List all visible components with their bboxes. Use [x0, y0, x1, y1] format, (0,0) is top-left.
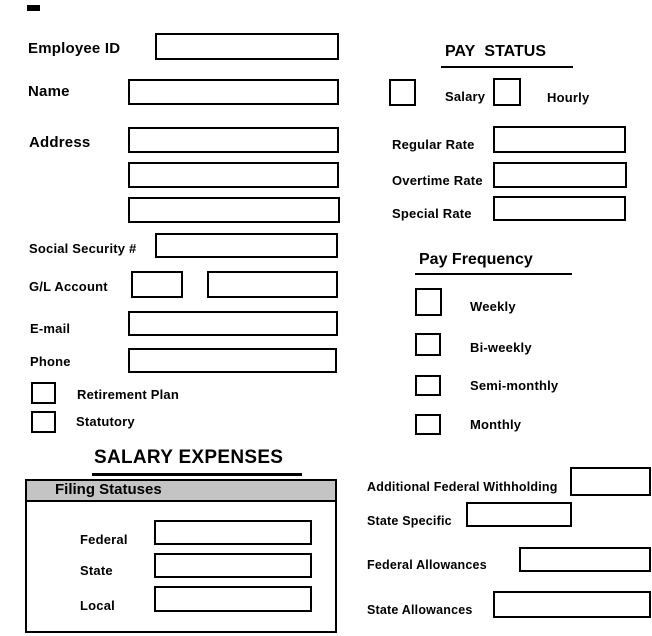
email-input[interactable] [128, 311, 338, 336]
filing-federal-input[interactable] [154, 520, 312, 545]
filing-state-input[interactable] [154, 553, 312, 578]
pay-frequency-heading: Pay Frequency [415, 248, 572, 275]
employee-id-label: Employee ID [28, 40, 121, 57]
filing-local-label: Local [80, 598, 115, 613]
biweekly-label: Bi-weekly [470, 340, 532, 355]
gl-account-label: G/L Account [29, 279, 108, 294]
state-specific-input[interactable] [466, 502, 572, 527]
name-input[interactable] [128, 79, 339, 105]
address-label: Address [29, 134, 91, 151]
overtime-rate-input[interactable] [493, 162, 627, 188]
address-input-2[interactable] [128, 162, 339, 188]
salary-label: Salary [445, 89, 486, 104]
federal-allowances-input[interactable] [519, 547, 651, 572]
federal-allowances-label: Federal Allowances [367, 558, 487, 572]
ssn-label: Social Security # [29, 241, 137, 256]
weekly-checkbox[interactable] [415, 288, 442, 316]
filing-state-label: State [80, 563, 113, 578]
employee-id-input[interactable] [155, 33, 339, 60]
regular-rate-label: Regular Rate [392, 137, 475, 152]
phone-input[interactable] [128, 348, 337, 373]
phone-label: Phone [30, 354, 71, 369]
state-allowances-input[interactable] [493, 591, 651, 618]
special-rate-label: Special Rate [392, 206, 472, 221]
address-input-3[interactable] [128, 197, 340, 223]
gl-account-input-1[interactable] [131, 271, 183, 298]
overtime-rate-label: Overtime Rate [392, 173, 483, 188]
salary-checkbox[interactable] [389, 79, 416, 106]
state-allowances-label: State Allowances [367, 603, 473, 617]
corner-mark [27, 5, 40, 11]
biweekly-checkbox[interactable] [415, 333, 441, 356]
statutory-label: Statutory [76, 414, 135, 429]
hourly-label: Hourly [547, 90, 590, 105]
weekly-label: Weekly [470, 299, 516, 314]
semimonthly-checkbox[interactable] [415, 375, 441, 396]
monthly-label: Monthly [470, 417, 522, 432]
retirement-plan-checkbox[interactable] [31, 382, 56, 404]
email-label: E-mail [30, 321, 71, 336]
regular-rate-input[interactable] [493, 126, 626, 153]
filing-federal-label: Federal [80, 532, 128, 547]
filing-local-input[interactable] [154, 586, 312, 612]
ssn-input[interactable] [155, 233, 338, 258]
pay-status-heading: PAY STATUS [441, 40, 573, 68]
additional-federal-withholding-input[interactable] [570, 467, 651, 496]
salary-expenses-heading: SALARY EXPENSES [92, 444, 302, 476]
semimonthly-label: Semi-monthly [470, 378, 559, 393]
filing-statuses-header: Filing Statuses [27, 481, 335, 502]
hourly-checkbox[interactable] [493, 78, 521, 106]
special-rate-input[interactable] [493, 196, 626, 221]
monthly-checkbox[interactable] [415, 414, 441, 435]
additional-federal-withholding-label: Additional Federal Withholding [367, 480, 558, 494]
statutory-checkbox[interactable] [31, 411, 56, 433]
state-specific-label: State Specific [367, 514, 452, 528]
gl-account-input-2[interactable] [207, 271, 338, 298]
name-label: Name [28, 83, 70, 100]
address-input-1[interactable] [128, 127, 339, 153]
retirement-plan-label: Retirement Plan [77, 387, 179, 402]
